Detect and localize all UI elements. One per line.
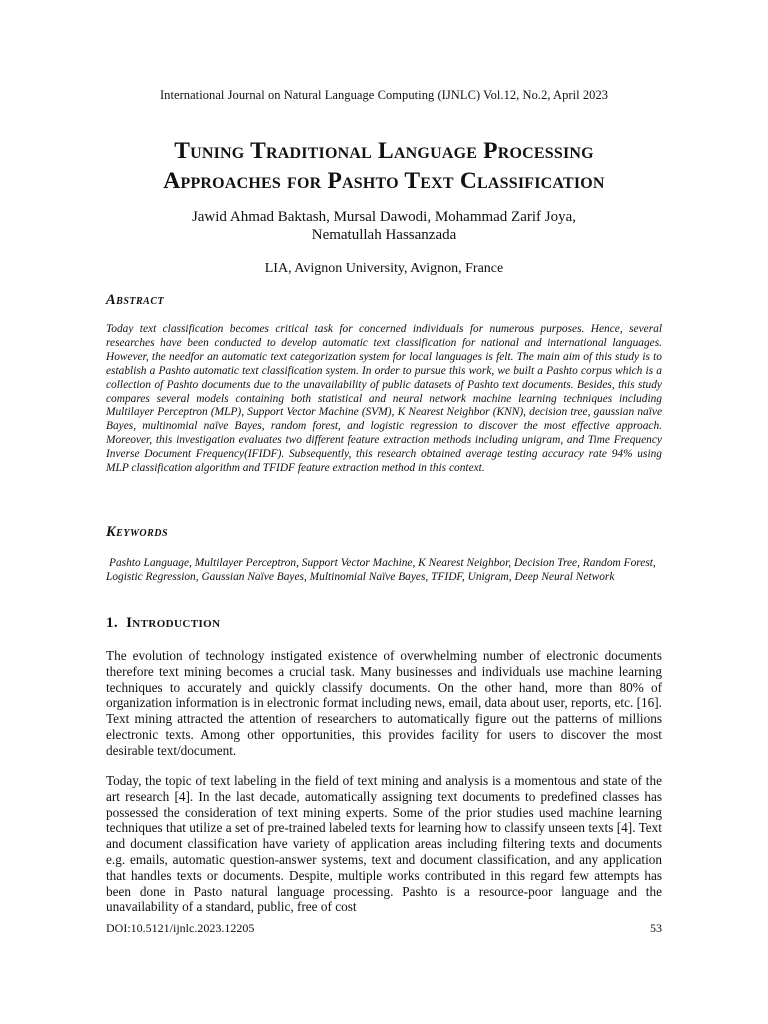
author-list-line-1: Jawid Ahmad Baktash, Mursal Dawodi, Mohammad Zarif Joya, bbox=[191, 209, 577, 225]
keywords-text: Pashto Language, Multilayer Perceptron, Support Vector Machine, K Nearest Neighbor, Decision Tree, Random Forest, Logistic Regression, Gaussian Naïve Bayes, Multinomial Naïve Bayes, TFIDF, Unigram, Deep Neural Network bbox=[106, 557, 656, 583]
affiliation: LIA, Avignon University, Avignon, France bbox=[264, 261, 504, 276]
author-list bbox=[60, 208, 708, 244]
introduction-paragraph-1: The evolution of technology instigated existence of overwhelming number of electronic documents therefore text mining becomes a crucial task. Many businesses and individuals use machine learning techniques to accurately and quickly classify documents. On the other hand, more than 80% of organization information is in electronic format including news, email, data about user, reports, etc. [16]. Text mining attracted the attention of researchers to automatically figure out the patterns of millions electronic texts. Among other opportunities, this provides facility for users to discover the most desirable text/document. bbox=[106, 648, 662, 758]
journal-header: International Journal on Natural Language Computing (IJNLC) Vol.12, No.2, April 2023 bbox=[159, 88, 609, 102]
introduction-heading bbox=[106, 615, 220, 632]
paper-title-line-1: Tuning Traditional Language Processing bbox=[174, 138, 594, 164]
abstract-text: Today text classification becomes critical task for concerned individuals for numerous purposes. Hence, several researches have been conducted to develop automatic text classification for national and international languages. However, the needfor an automatic text categorization system for local languages is felt. The main aim of this study is to establish a Pashto automatic text classification system. In order to pursue this work, we built a Pashto corpus which is a collection of Pashto documents due to the unavailability of public datasets of Pashto text documents. Besides, this study compares several models containing both statistical and neural network machine learning techniques including Multilayer Perceptron (MLP), Support Vector Machine (SVM), K Nearest Neighbor (KNN), decision tree, gaussian naïve Bayes, multinomial naïve Bayes, random forest, and logistic regression to discover the most effective approach. Moreover, this investigation evaluates two different feature extraction methods including unigram, and Time Frequency Inverse Document Frequency(IFIDF). Subsequently, this research obtained average testing accuracy rate 94% using MLP classification algorithm and TFIDF feature extraction method in this context. bbox=[106, 323, 662, 475]
introduction-paragraph-2: Today, the topic of text labeling in the field of text mining and analysis is a momentous and state of the art research [4]. In the last decade, automatically assigning text documents to predefined classes has possessed the consideration of text mining experts. Some of the prior studies used machine learning techniques that utilize a set of pre-trained labeled texts for learning how to classify unseen texts [4]. Text and document classification have variety of application areas including filtering texts and documents e.g. emails, automatic question-answer systems, text and document classification, and any application that handles texts or documents. Despite, multiple works contributed in this regard few attempts has been done in Pasto natural language processing. Pashto is a resource-poor language and the unavailability of a standard, public, free of cost bbox=[106, 773, 662, 915]
section-number: 1. bbox=[106, 615, 119, 631]
section-title: Introduction bbox=[126, 615, 221, 631]
author-list-line-2: Nematullah Hassanzada bbox=[311, 227, 457, 243]
paper-title bbox=[60, 136, 708, 196]
abstract-heading: Abstract bbox=[106, 292, 165, 308]
paper-title-line-2: Approaches for Pashto Text Classification bbox=[163, 168, 605, 194]
doi-link[interactable]: DOI:10.5121/ijnlc.2023.12205 bbox=[106, 921, 255, 935]
page-number: 53 bbox=[650, 921, 662, 935]
keywords-heading: Keywords bbox=[106, 524, 169, 540]
